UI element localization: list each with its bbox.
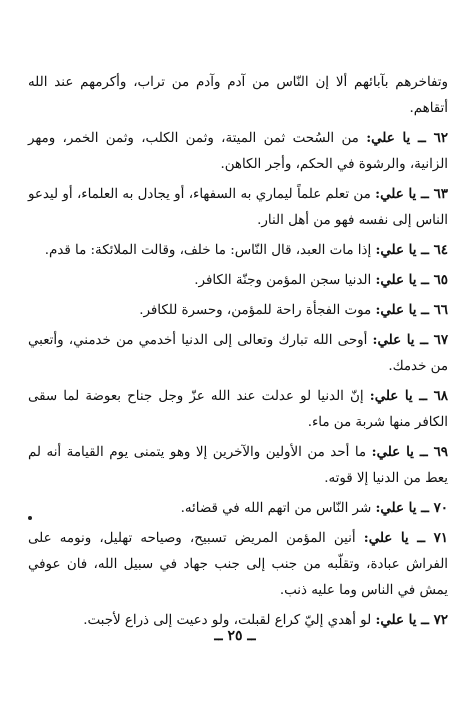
saying-label: يا علي: [372, 332, 415, 348]
saying-68: ٦٨ ــ يا علي: إنّ الدنيا لو عدلت عند الله عزّ وجل جناح بعوضة لما سقى الكافر منها شربة من ماء. [28, 388, 448, 430]
saying-number: ٦٨ [433, 388, 448, 404]
saying-label: يا علي: [363, 530, 409, 546]
page-number: ــ ٢٥ ــ [214, 628, 256, 644]
saying-63: ٦٣ ــ يا علي: من تعلم علماً ليماري به السفهاء، أو يجادل به العلماء، أو ليدعو الناس إلى نفسه فهو من أهل النار. [28, 186, 448, 228]
saying-text: أوحى الله تبارك وتعالى إلى الدنيا أخدمي من خدمني، وأتعبي من خدمك. [28, 333, 448, 374]
saying-text: من السُحت ثمن الميتة، وثمن الكلب، وثمن الخمر، ومهر الزانية، والرشوة في الحكم، وأجر الكاهن. [28, 131, 448, 172]
saying-number: ٦٦ [433, 302, 448, 318]
saying-number: ٧٢ [433, 612, 448, 628]
saying-number: ٧١ [433, 530, 448, 546]
saying-number: ٦٢ [433, 130, 448, 146]
saying-text: موت الفجأة راحة للمؤمن، وحسرة للكافر. [139, 303, 372, 318]
saying-label: يا علي: [375, 272, 417, 288]
saying-label: يا علي: [375, 302, 417, 318]
saying-label: يا علي: [366, 130, 411, 146]
saying-number: ٦٧ [433, 332, 449, 348]
saying-number: ٦٣ [433, 186, 448, 202]
saying-label: يا علي: [369, 388, 413, 404]
saying-text: أنين المؤمن المريض تسبيح، وصياحه تهليل، ونومه على الفراش عبادة، وتقلّبه من جنب إلى جنب جهاد في سبيل الله، فان عوفي يمش في الناس وما عليه ذنب. [28, 531, 448, 598]
saying-text: ما أحد من الأولين والآخرين إلا وهو يتمنى يوم القيامة أنه لم يعط من الدنيا إلا قوته. [28, 445, 448, 486]
saying-text: من تعلم علماً ليماري به السفهاء، أو يجادل به العلماء، أو ليدعو الناس إلى نفسه فهو من أهل النار. [28, 187, 448, 228]
saying-label: يا علي: [375, 612, 417, 628]
saying-label: يا علي: [375, 242, 417, 258]
saying-text: إذا مات العبد، قال النّاس: ما خلف، وقالت الملائكة: ما قدم. [44, 243, 372, 258]
page-body [28, 70, 448, 637]
saying-text: شر النّاس من اتهم الله في قضائه. [180, 501, 372, 516]
saying-text: إنّ الدنيا لو عدلت عند الله عزّ وجل جناح بعوضة لما سقى الكافر منها شربة من ماء. [28, 389, 448, 430]
saying-text: الدنيا سجن المؤمن وجنّة الكافر. [194, 273, 372, 288]
saying-number: ٦٤ [433, 242, 448, 258]
saying-number: ٦٩ [433, 444, 448, 460]
saying-number: ٧٠ [433, 500, 448, 516]
saying-70: ٧٠ ــ يا علي: شر النّاس من اتهم الله في قضائه. [180, 500, 448, 516]
saying-65: ٦٥ ــ يا علي: الدنيا سجن المؤمن وجنّة الكافر. [194, 272, 448, 288]
saying-69: ٦٩ ــ يا علي: ما أحد من الأولين والآخرين إلا وهو يتمنى يوم القيامة أنه لم يعط من الدنيا إلا قوته. [28, 444, 448, 486]
saying-label: يا علي: [371, 444, 414, 460]
saying-62: ٦٢ ــ يا علي: من السُحت ثمن الميتة، وثمن الكلب، وثمن الخمر، ومهر الزانية، والرشوة في الحكم، وأجر الكاهن. [28, 130, 448, 172]
saying-72: ٧٢ ــ يا علي: لو أهدي إليّ كراع لقبلت، ولو دعيت إلى ذراع لأجبت. [83, 612, 448, 628]
scan-dot-mark [28, 516, 32, 520]
saying-text: لو أهدي إليّ كراع لقبلت، ولو دعيت إلى ذراع لأجبت. [83, 613, 372, 628]
saying-71: ٧١ ــ يا علي: أنين المؤمن المريض تسبيح، وصياحه تهليل، ونومه على الفراش عبادة، وتقلّبه من جنب إلى جنب جهاد في سبيل الله، فان عوفي يمش في الناس وما عليه ذنب. [28, 530, 448, 598]
saying-label: يا علي: [375, 186, 417, 202]
intro-paragraph: وتفاخرهم بآبائهم ألا إن النّاس من آدم وآدم من تراب، وأكرمهم عند الله أتقاهم. [28, 75, 448, 116]
saying-label: يا علي: [375, 500, 417, 516]
saying-number: ٦٥ [433, 272, 448, 288]
saying-67: ٦٧ ــ يا علي: أوحى الله تبارك وتعالى إلى الدنيا أخدمي من خدمني، وأتعبي من خدمك. [28, 332, 449, 374]
saying-64: ٦٤ ــ يا علي: إذا مات العبد، قال النّاس: ما خلف، وقالت الملائكة: ما قدم. [44, 242, 448, 258]
saying-66: ٦٦ ــ يا علي: موت الفجأة راحة للمؤمن، وحسرة للكافر. [139, 302, 448, 318]
